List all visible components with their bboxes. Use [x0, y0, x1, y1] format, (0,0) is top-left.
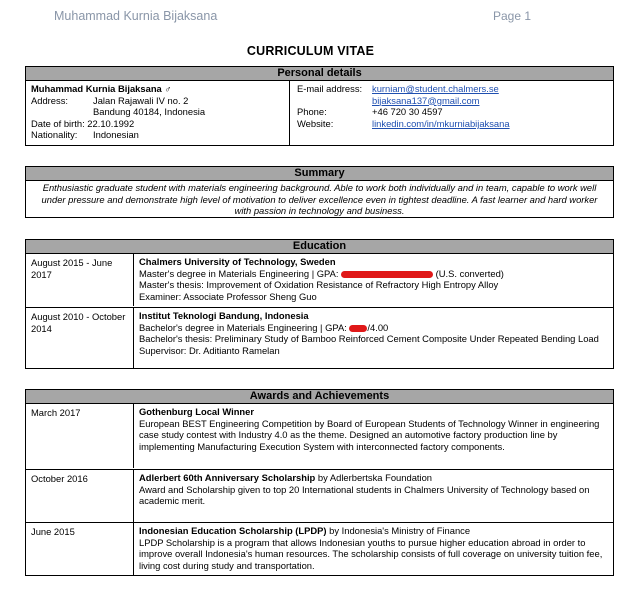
- award-title: Gothenburg Local Winner: [139, 406, 255, 417]
- nationality-label: Nationality:: [31, 129, 78, 141]
- email-label: E-mail address:: [297, 83, 363, 94]
- address-line-2: Bandung 40184, Indonesia: [93, 106, 206, 118]
- award-title: Adlerbert 60th Anniversary Scholarship: [139, 472, 316, 483]
- award-row: [26, 469, 613, 522]
- section-heading: Summary: [26, 167, 613, 181]
- award-org: by Indonesia's Ministry of Finance: [326, 525, 471, 536]
- redaction-mark: [349, 325, 367, 332]
- award-title: Indonesian Education Scholarship (LPDP): [139, 525, 327, 536]
- education-examiner: Examiner: Associate Professor Sheng Guo: [139, 290, 317, 302]
- education-institution: Institut Teknologi Bandung, Indonesia: [139, 310, 309, 321]
- education-institution: Chalmers University of Technology, Sweden: [139, 256, 336, 267]
- full-name: Muhammad Kurnia Bijaksana ♂: [31, 83, 172, 94]
- personal-right-column: [290, 81, 613, 145]
- website-link[interactable]: linkedin.com/in/mkurniabijaksana: [372, 117, 510, 129]
- page-number: Page 1: [493, 9, 532, 23]
- personal-details-section: [25, 66, 614, 146]
- award-org: by Adlerbertska Foundation: [315, 472, 433, 483]
- website-label: Website:: [297, 117, 334, 129]
- education-degree-suffix: /4.00: [367, 321, 389, 333]
- summary-section: [25, 166, 614, 218]
- header-name: Muhammad Kurnia Bijaksana: [54, 9, 218, 23]
- education-thesis: Master's thesis: Improvement of Oxidation Resistance of Refractory High Entropy Alloy: [139, 279, 499, 291]
- award-row: [26, 404, 613, 468]
- education-date: August 2015 - June 2017: [26, 254, 134, 306]
- award-description: Award and Scholarship given to top 20 International students in Chalmers University of Technology based on academic merit.: [139, 483, 590, 507]
- phone-value: +46 720 30 4597: [372, 106, 443, 118]
- document-title: CURRICULUM VITAE: [246, 44, 375, 58]
- award-row: [26, 522, 613, 576]
- section-heading: Education: [26, 240, 613, 254]
- education-degree: Bachelor's degree in Materials Engineering | GPA:: [139, 321, 350, 333]
- section-heading: Personal details: [26, 67, 613, 81]
- nationality-value: Indonesian: [93, 129, 139, 141]
- education-degree: Master's degree in Materials Engineering | GPA:: [139, 267, 342, 279]
- award-description: LPDP Scholarship is a program that allows Indonesian youths to pursue higher education abroad in order to improve overall Indonesia's human resources. The scholarship consists of full coverage on university tuition fee, living cost during study and transportation.: [139, 536, 603, 571]
- education-supervisor: Supervisor: Dr. Aditianto Ramelan: [139, 344, 280, 356]
- redaction-mark: [341, 271, 433, 278]
- summary-text: Enthusiastic graduate student with materials engineering background. Able to work both individually and in team, capable to work well under pressure and demonstrate high level of motivation to deliver excellence even in tightest deadline. A fast learner and hard worker with passion in technology and business.: [41, 182, 598, 217]
- education-row: [26, 307, 613, 369]
- dob-label: Date of birth:: [31, 117, 85, 129]
- education-thesis: Bachelor's thesis: Preliminary Study of Bamboo Reinforced Cement Composite Under Repeated Bending Load: [139, 333, 599, 345]
- education-section: [25, 239, 614, 369]
- email-link-1[interactable]: kurniam@student.chalmers.se: [372, 83, 499, 94]
- award-date: March 2017: [26, 404, 134, 468]
- address-line-1: Jalan Rajawali IV no. 2: [93, 94, 189, 106]
- dob-value: 22.10.1992: [87, 117, 135, 129]
- page-header: [0, 0, 621, 36]
- award-date: October 2016: [26, 470, 134, 522]
- education-row: [26, 254, 613, 306]
- award-date: June 2015: [26, 523, 134, 576]
- email-link-2[interactable]: bijaksana137@gmail.com: [372, 94, 480, 106]
- award-description: European BEST Engineering Competition by Board of European Students of Technology Winner in engineering case study contest with Industry 4.0 as the theme. Designed an automotive factory production line by implementing Manufacturing Execution System with interconnected factory components.: [139, 417, 600, 452]
- personal-left-column: [26, 81, 290, 145]
- awards-section: [25, 389, 614, 576]
- education-degree-suffix: (U.S. converted): [433, 267, 504, 279]
- phone-label: Phone:: [297, 106, 327, 118]
- address-label: Address:: [31, 94, 68, 106]
- education-date: August 2010 - October 2014: [26, 308, 134, 369]
- section-heading: Awards and Achievements: [26, 390, 613, 404]
